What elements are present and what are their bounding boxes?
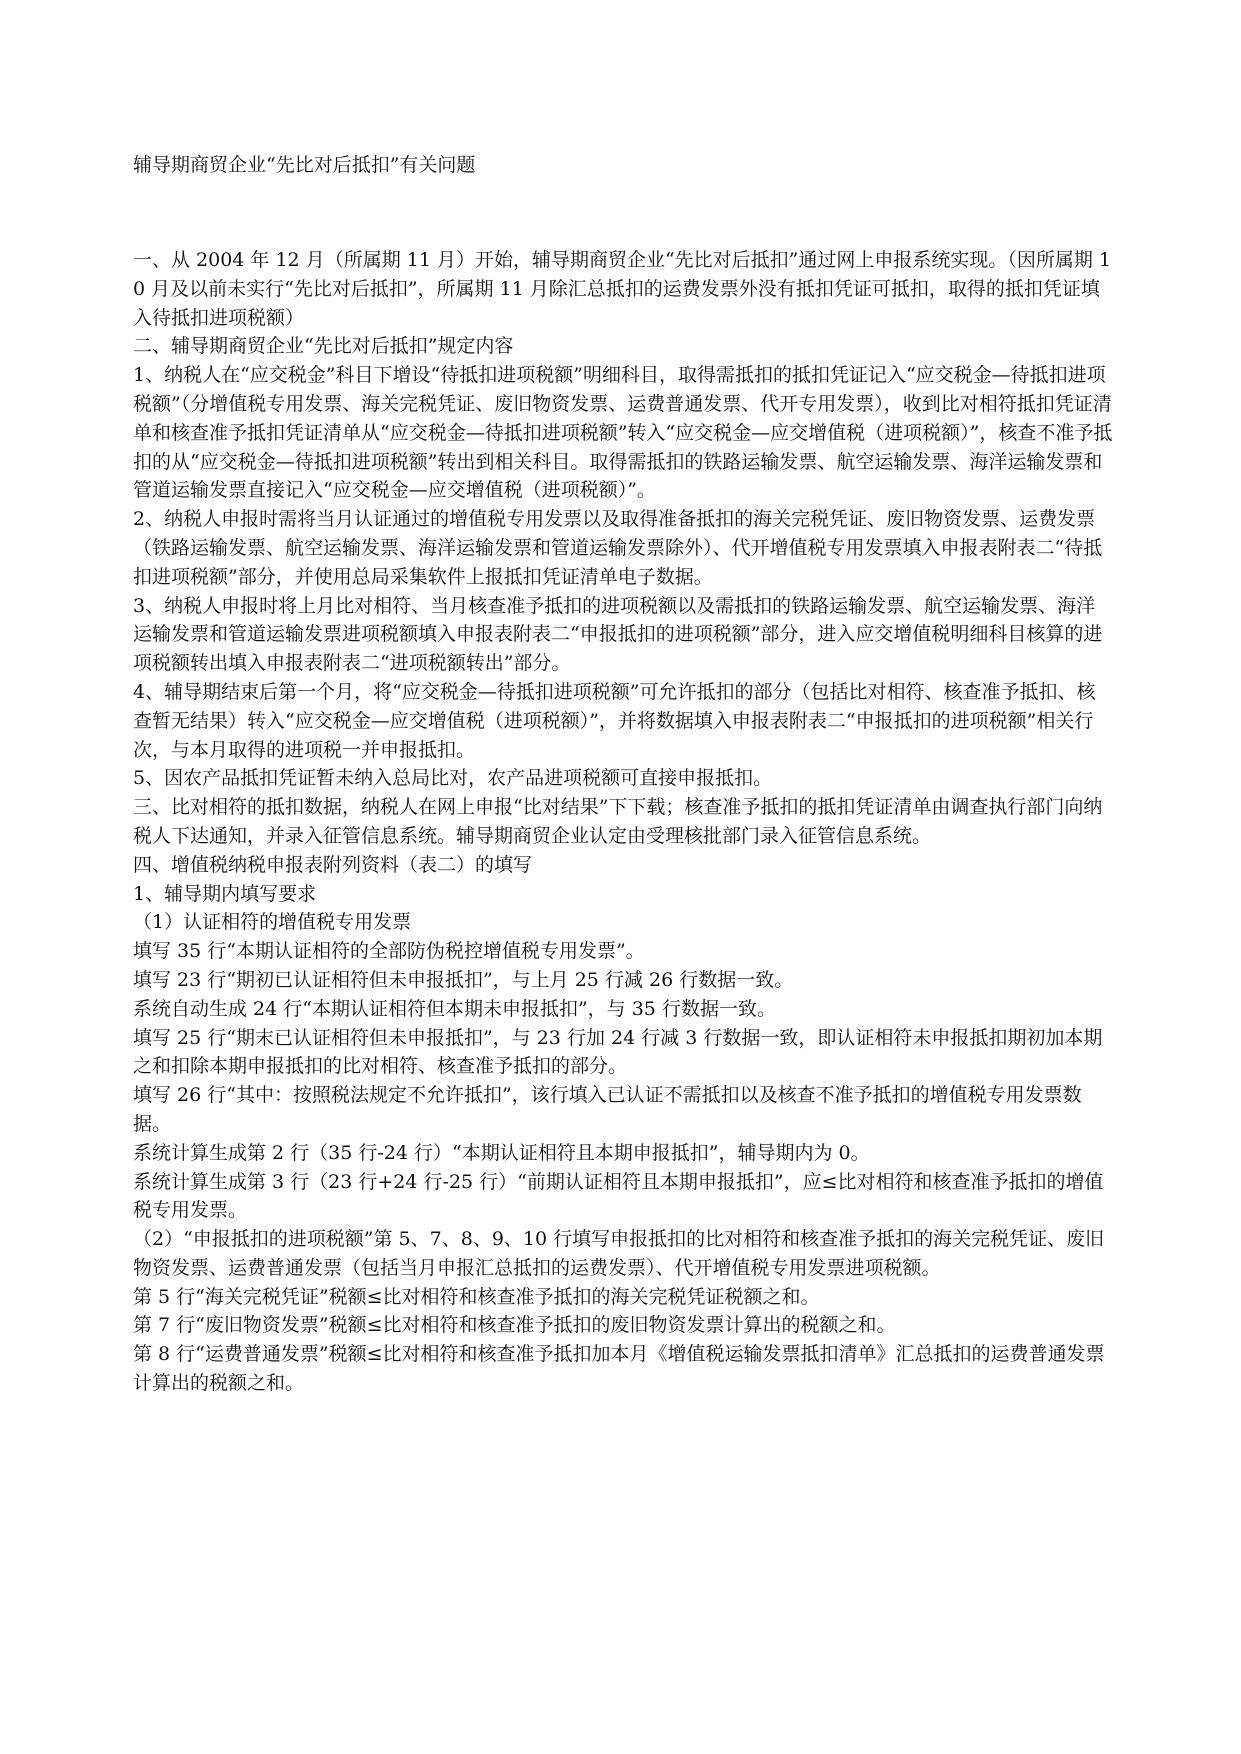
paragraph: 第 8 行“运费普通发票”税额≤比对相符和核查准予抵扣加本月《增值税运输发票抵扣清单》汇总抵扣的运费普通发票计算出的税额之和。 bbox=[133, 1343, 1105, 1395]
document-body bbox=[133, 246, 1113, 1398]
paragraph: 系统自动生成 24 行“本期认证相符但本期未申报抵扣”，与 35 行数据一致。 bbox=[133, 997, 776, 1020]
paragraph: 系统计算生成第 3 行（23 行+24 行-25 行）“前期认证相符且本期申报抵扣”，应≤比对相符和核查准予抵扣的增值税专用发票。 bbox=[133, 1170, 1104, 1222]
paragraph: 3、纳税人申报时将上月比对相符、当月核查准予抵扣的进项税额以及需抵扣的铁路运输发票、航空运输发票、海洋运输发票和管道运输发票进项税额填入申报表附表二“申报抵扣的进项税额”部分，进入应交增值税明细科目核算的进项税额转出填入申报表附表二“进项税额转出”部分。 bbox=[133, 594, 1103, 675]
paragraph: 4、辅导期结束后第一个月，将“应交税金—待抵扣进项税额”可允许抵扣的部分（包括比对相符、核查准予抵扣、核查暂无结果）转入“应交税金—应交增值税（进项税额）”，并将数据填入申报表附表二“申报抵扣的进项税额”相关行次，与本月取得的进项税一并申报抵扣。 bbox=[133, 680, 1096, 761]
paragraph: 一、从 2004 年 12 月（所属期 11 月）开始，辅导期商贸企业“先比对后抵扣”通过网上申报系统实现。（因所属期 10 月及以前未实行“先比对后抵扣”，所属期 11 月除汇总抵扣的运费发票外没有抵扣凭证可抵扣，取得的抵扣凭证填入待抵扣进项税额） bbox=[133, 249, 1112, 329]
paragraph: （2）“申报抵扣的进项税额”第 5、7、8、9、10 行填写申报抵扣的比对相符和核查准予抵扣的海关完税凭证、废旧物资发票、运费普通发票（包括当月申报汇总抵扣的运费发票）、代开增值税专用发票进项税额。 bbox=[133, 1228, 1105, 1279]
section-heading: 四、增值税纳税申报表附列资料（表二）的填写 bbox=[133, 853, 533, 876]
paragraph: 填写 25 行“期末已认证相符但未申报抵扣”，与 23 行加 24 行减 3 行数据一致，即认证相符未申报抵扣期初加本期之和扣除本期申报抵扣的比对相符、核查准予抵扣的部分。 bbox=[133, 1026, 1103, 1078]
paragraph: 系统计算生成第 2 行（35 行-24 行）“本期认证相符且本期申报抵扣”，辅导期内为 0。 bbox=[133, 1141, 870, 1164]
section-heading: 二、辅导期商贸企业“先比对后抵扣”规定内容 bbox=[133, 335, 514, 358]
paragraph: 2、纳税人申报时需将当月认证通过的增值税专用发票以及取得准备抵扣的海关完税凭证、废旧物资发票、运费发票（铁路运输发票、航空运输发票、海洋运输发票和管道运输发票除外）、代开增值税专用发票填入申报表附表二“待抵扣进项税额”部分，并使用总局采集软件上报抵扣凭证清单电子数据。 bbox=[133, 508, 1103, 588]
paragraph: 第 5 行“海关完税凭证”税额≤比对相符和核查准予抵扣的海关完税凭证税额之和。 bbox=[133, 1285, 820, 1308]
subsection-heading: （1）认证相符的增值税专用发票 bbox=[133, 911, 412, 934]
paragraph: 填写 23 行“期初已认证相符但未申报抵扣”，与上月 25 行减 26 行数据一致。 bbox=[133, 968, 794, 991]
paragraph: 填写 35 行“本期认证相符的全部防伪税控增值税专用发票”。 bbox=[133, 940, 645, 963]
paragraph: 填写 26 行“其中：按照税法规定不允许抵扣”，该行填入已认证不需抵扣以及核查不准予抵扣的增值税专用发票数据。 bbox=[133, 1084, 1082, 1135]
paragraph: 5、因农产品抵扣凭证暂未纳入总局比对，农产品进项税额可直接申报抵扣。 bbox=[133, 767, 773, 790]
paragraph: 第 7 行“废旧物资发票”税额≤比对相符和核查准予抵扣的废旧物资发票计算出的税额之和。 bbox=[133, 1314, 896, 1337]
paragraph: 三、比对相符的抵扣数据，纳税人在网上申报“比对结果”下下载；核查准予抵扣的抵扣凭证清单由调查执行部门向纳税人下达通知，并录入征管信息系统。辅导期商贸企业认定由受理核批部门录入征管信息系统。 bbox=[133, 796, 1103, 847]
paragraph: 1、纳税人在“应交税金”科目下增设“待抵扣进项税额”明细科目，取得需抵扣的抵扣凭证记入“应交税金—待抵扣进项税额”（分增值税专用发票、海关完税凭证、废旧物资发票、运费普通发票、代开专用发票），收到比对相符抵扣凭证清单和核查准予抵扣凭证清单从“应交税金—待抵扣进项税额”转入“应交税金—应交增值税（进项税额）”，核查不准予抵扣的从“应交税金—待抵扣进项税额”转出到相关科目。取得需抵扣的铁路运输发票、航空运输发票、海洋运输发票和管道运输发票直接记入“应交税金—应交增值税（进项税额）”。 bbox=[133, 364, 1113, 502]
subsection-heading: 1、辅导期内填写要求 bbox=[133, 882, 317, 905]
document-title: 辅导期商贸企业“先比对后抵扣”有关问题 bbox=[133, 154, 476, 176]
